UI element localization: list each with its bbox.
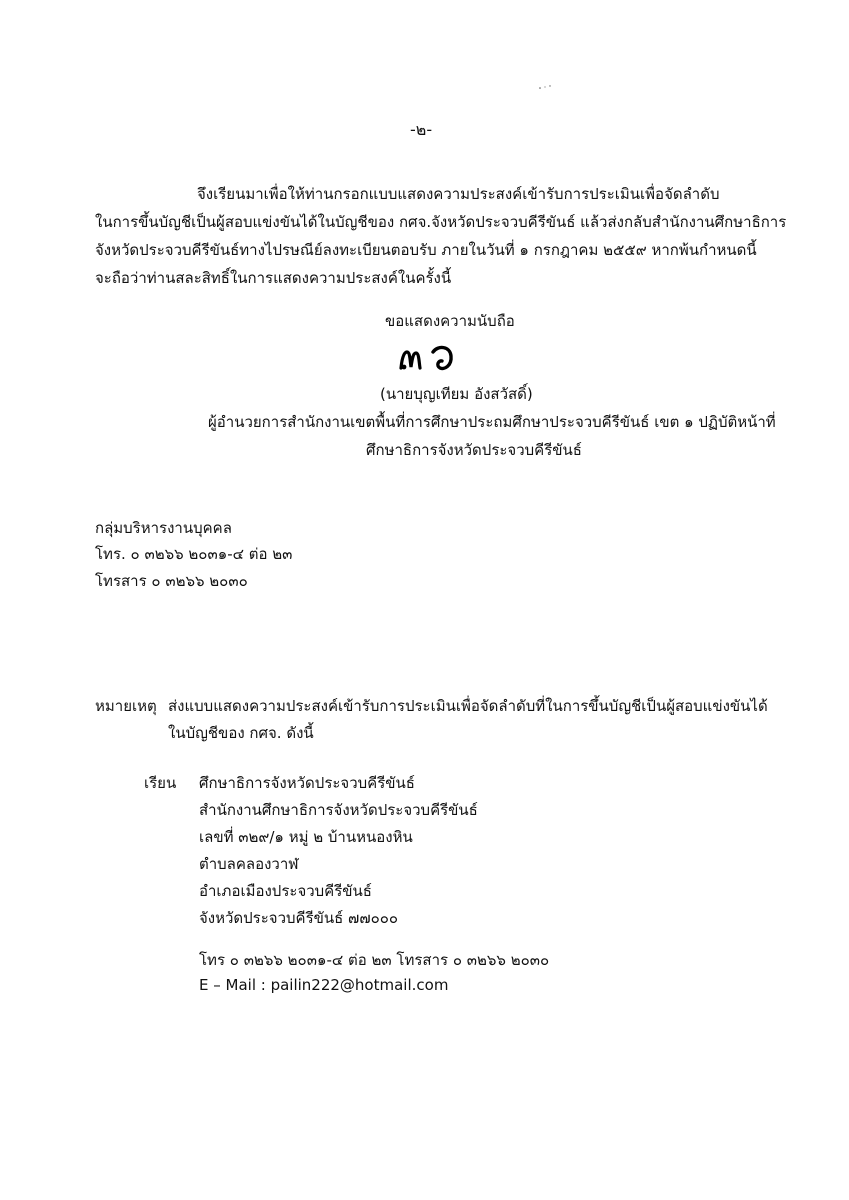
note-line-1: ส่งแบบแสดงความประสงค์เข้ารับการประเมินเพื่อจัดลำดับที่ในการขึ้นบัญชีเป็นผู้สอบแข่งขันได้ (168, 697, 768, 715)
note-line-2: ในบัญชีของ กศจ. ดังนี้ (168, 724, 314, 742)
address-subdistrict: ตำบลคลองวาฬ (199, 855, 299, 873)
body-line-2: ในการขึ้นบัญชีเป็นผู้สอบแข่งขันได้ในบัญชีของ กศจ.จังหวัดประจวบคีรีขันธ์ แล้วส่งกลับสำนักงานศึกษาธิการ (95, 213, 787, 231)
address-office: สำนักงานศึกษาธิการจังหวัดประจวบคีรีขันธ์ (199, 801, 478, 819)
body-line-4: จะถือว่าท่านสละสิทธิ์ในการแสดงความประสงค์ในครั้งนี้ (95, 269, 452, 287)
note-label: หมายเหตุ (95, 697, 157, 715)
address-to-label: เรียน (144, 774, 177, 792)
body-line-1: จึงเรียนมาเพื่อให้ท่านกรอกแบบแสดงความประสงค์เข้ารับการประเมินเพื่อจัดลำดับ (197, 185, 720, 203)
department-group: กลุ่มบริหารงานบุคคล (95, 519, 232, 537)
department-phone: โทร. ๐ ๓๒๖๖ ๒๐๓๑-๔ ต่อ ๒๓ (95, 545, 293, 563)
scan-speck-mark (538, 84, 552, 90)
department-fax: โทรสาร ๐ ๓๒๖๖ ๒๐๓๐ (95, 572, 248, 590)
handwritten-signature (398, 340, 456, 374)
address-email[interactable]: E – Mail : pailin222@hotmail.com (199, 976, 449, 994)
closing-phrase: ขอแสดงความนับถือ (385, 312, 515, 330)
address-province: จังหวัดประจวบคีรีขันธ์ ๗๗๐๐๐ (199, 909, 399, 927)
address-recipient: ศึกษาธิการจังหวัดประจวบคีรีขันธ์ (199, 774, 415, 792)
address-phone-fax: โทร ๐ ๓๒๖๖ ๒๐๓๑-๔ ต่อ ๒๓ โทรสาร ๐ ๓๒๖๖ ๒๐๓๐ (199, 951, 550, 969)
signer-name: (นายบุญเทียม อังสวัสดิ์) (380, 385, 533, 403)
address-street: เลขที่ ๓๒๙/๑ หมู่ ๒ บ้านหนองหิน (199, 828, 413, 846)
signer-position-line-2: ศึกษาธิการจังหวัดประจวบคีรีขันธ์ (366, 441, 582, 459)
signer-position-line-1: ผู้อำนวยการสำนักงานเขตพื้นที่การศึกษาประถมศึกษาประจวบคีรีขันธ์ เขต ๑ ปฏิบัติหน้าที่ (208, 413, 776, 431)
address-district: อำเภอเมืองประจวบคีรีขันธ์ (199, 882, 372, 900)
page-number: -๒- (410, 120, 433, 139)
body-line-3: จังหวัดประจวบคีรีขันธ์ทางไปรษณีย์ลงทะเบียนตอบรับ ภายในวันที่ ๑ กรกฎาคม ๒๕๕๙ หากพ้นกำหนดนี้ (95, 241, 757, 259)
